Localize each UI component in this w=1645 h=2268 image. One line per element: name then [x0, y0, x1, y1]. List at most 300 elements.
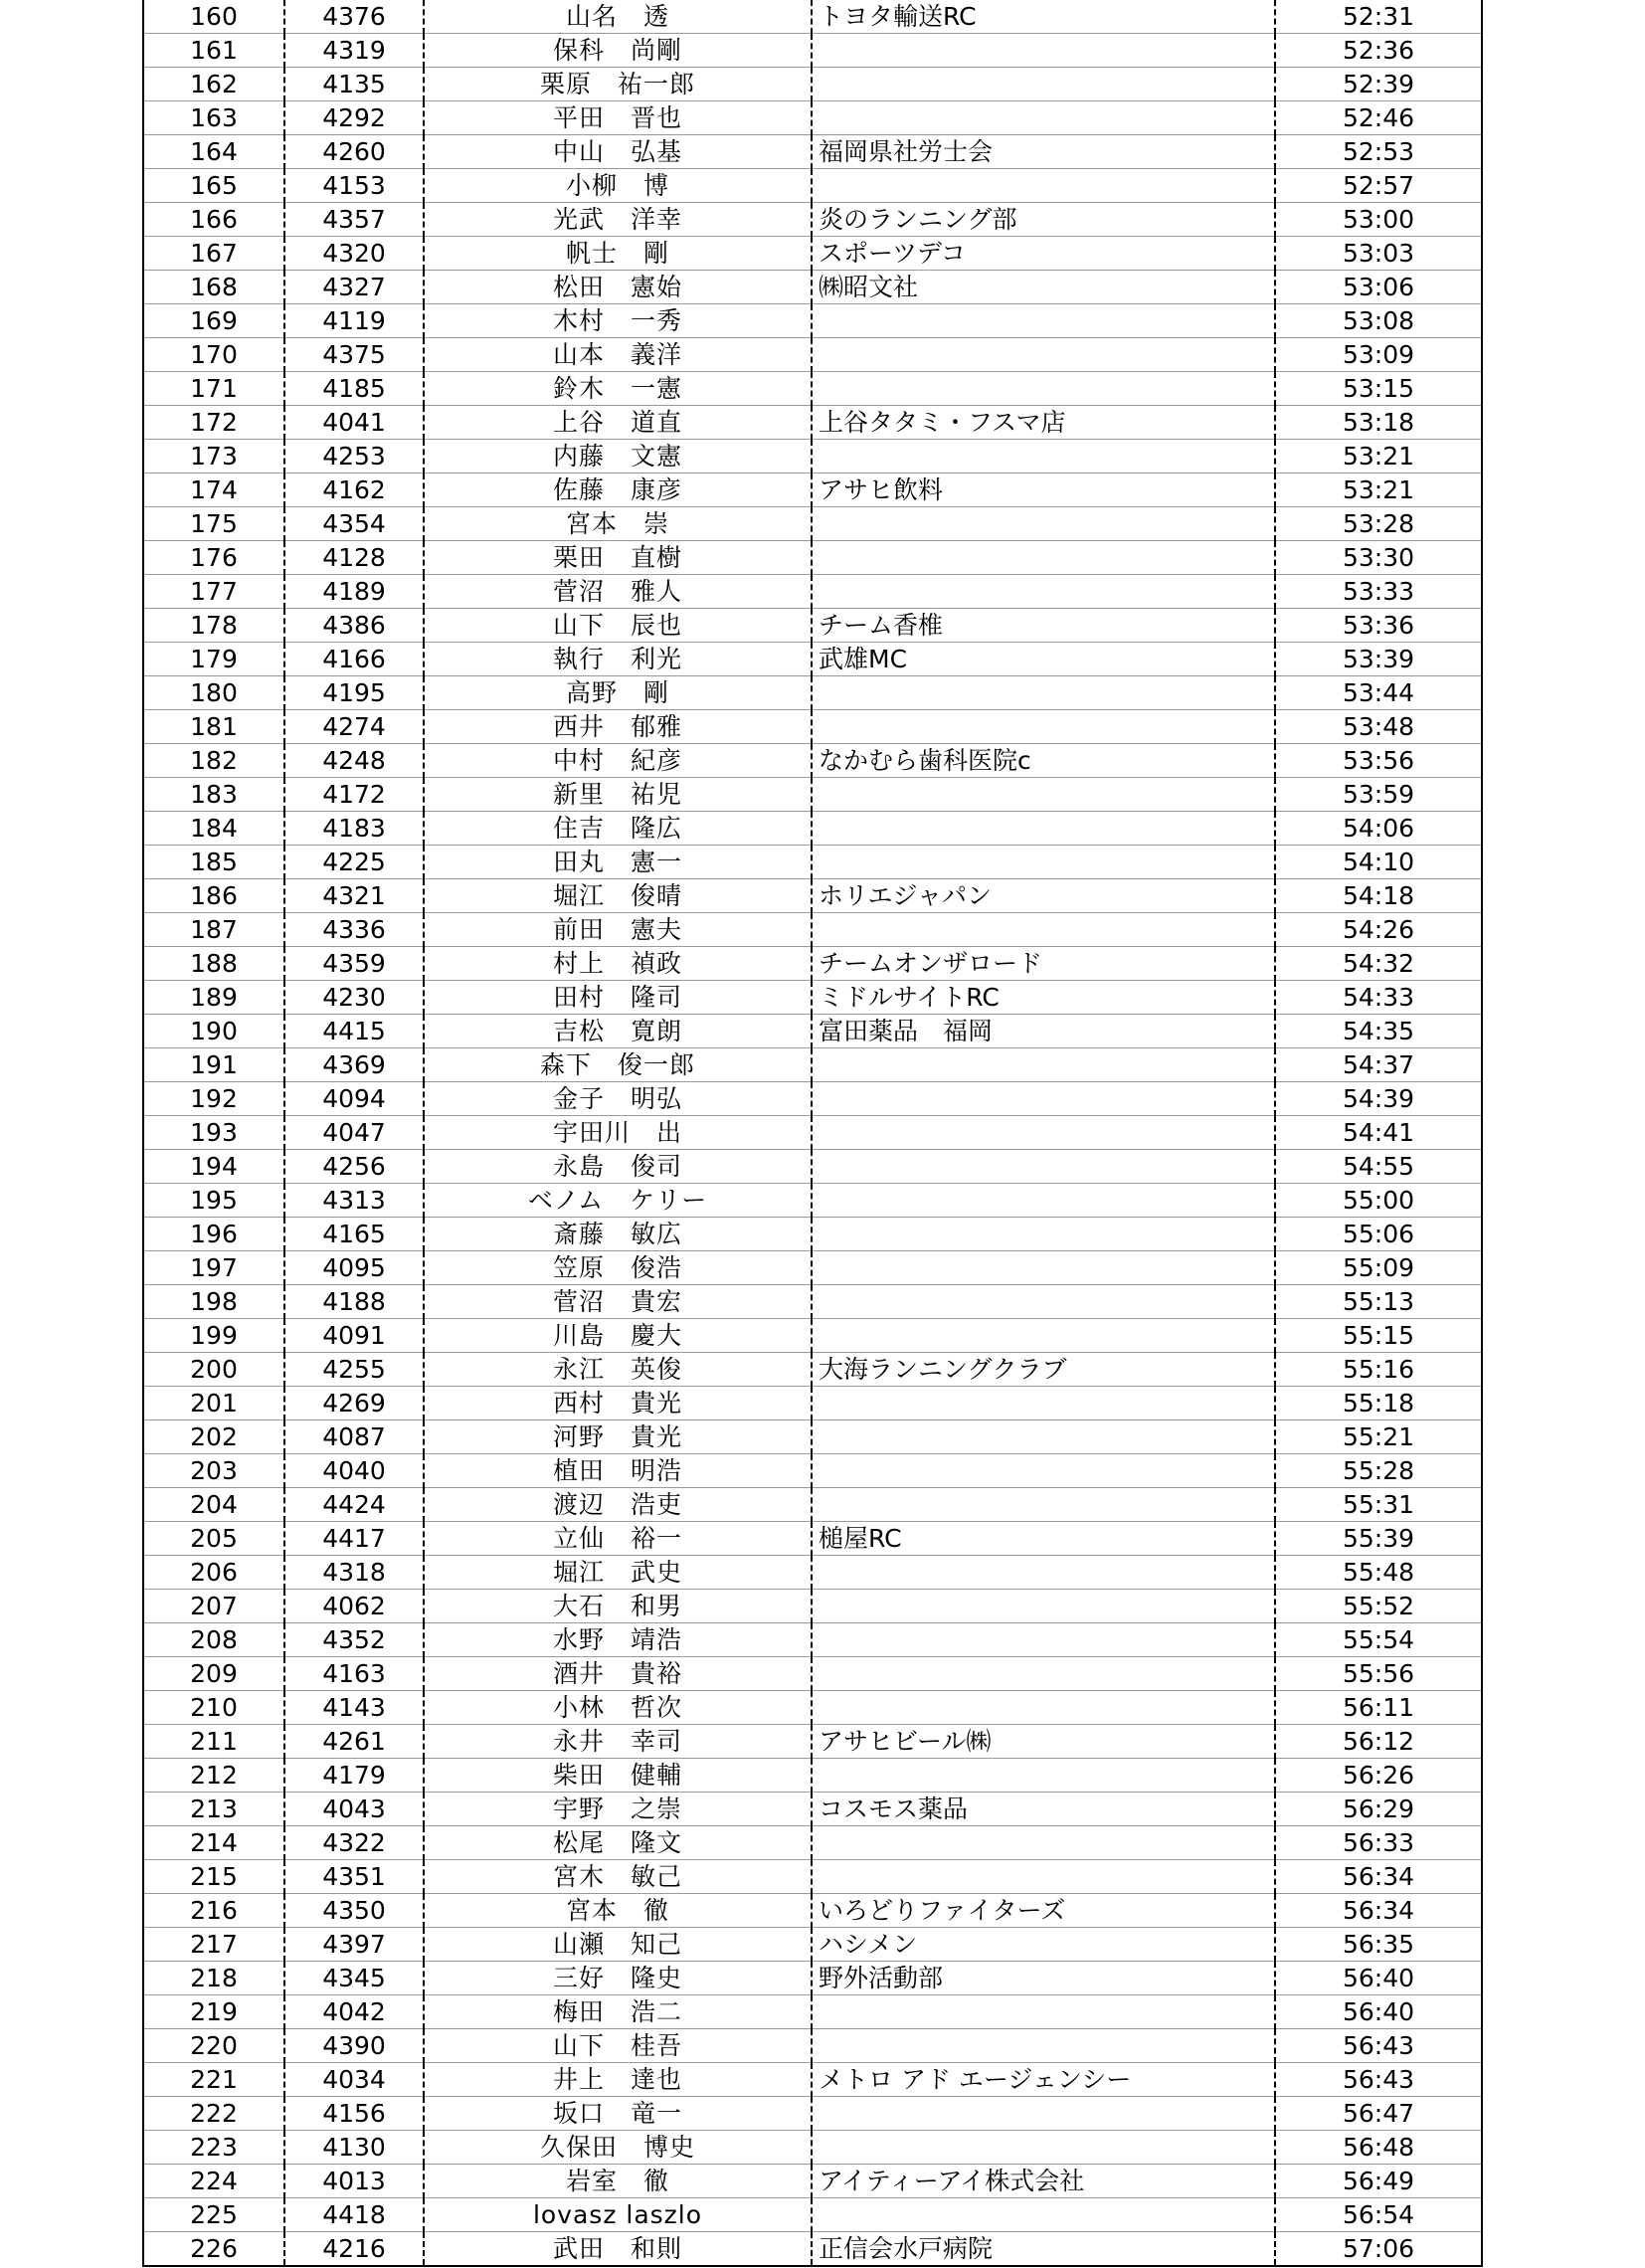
finish-time-cell: 55:48: [1275, 1556, 1482, 1590]
finish-time-cell: 56:33: [1275, 1826, 1482, 1860]
team-name-cell: [812, 1082, 1275, 1116]
bib-number-cell: 4043: [284, 1793, 424, 1826]
result-row: [143, 846, 1482, 879]
bib-number-cell: 4130: [284, 2131, 424, 2165]
result-row: [143, 338, 1482, 372]
bib-number-cell: 4095: [284, 1251, 424, 1285]
bib-number-cell: 4352: [284, 1623, 424, 1657]
finish-time-cell: 56:29: [1275, 1793, 1482, 1826]
finish-time-cell: 54:10: [1275, 846, 1482, 879]
bib-number-cell: 4253: [284, 440, 424, 473]
runner-name-cell: 金子 明弘: [424, 1082, 812, 1116]
bib-number-cell: 4350: [284, 1894, 424, 1928]
bib-number-cell: 4327: [284, 271, 424, 304]
rank-cell: 180: [143, 676, 284, 710]
result-row: [143, 1353, 1482, 1387]
runner-name-cell: 上谷 道直: [424, 406, 812, 440]
team-name-cell: 福岡県社労士会: [812, 135, 1275, 169]
result-row: [143, 1793, 1482, 1826]
bib-number-cell: 4040: [284, 1454, 424, 1488]
finish-time-cell: 54:26: [1275, 913, 1482, 947]
team-name-cell: コスモス薬品: [812, 1793, 1275, 1826]
result-row: [143, 1150, 1482, 1184]
result-row: [143, 1048, 1482, 1082]
team-name-cell: [812, 304, 1275, 338]
runner-name-cell: 永井 幸司: [424, 1725, 812, 1759]
result-row: [143, 1251, 1482, 1285]
result-row: [143, 0, 1482, 34]
team-name-cell: [812, 1251, 1275, 1285]
result-row: [143, 2097, 1482, 2131]
rank-cell: 170: [143, 338, 284, 372]
finish-time-cell: 53:08: [1275, 304, 1482, 338]
runner-name-cell: 笠原 俊浩: [424, 1251, 812, 1285]
runner-name-cell: 西村 貴光: [424, 1387, 812, 1420]
rank-cell: 221: [143, 2063, 284, 2097]
runner-name-cell: 斎藤 敏広: [424, 1218, 812, 1251]
team-name-cell: トヨタ輸送RC: [812, 0, 1275, 34]
runner-name-cell: 森下 俊一郎: [424, 1048, 812, 1082]
team-name-cell: 上谷タタミ・フスマ店: [812, 406, 1275, 440]
finish-time-cell: 53:15: [1275, 372, 1482, 406]
runner-name-cell: 木村 一秀: [424, 304, 812, 338]
finish-time-cell: 57:06: [1275, 2232, 1482, 2267]
result-row: [143, 1387, 1482, 1420]
team-name-cell: アサヒビール㈱: [812, 1725, 1275, 1759]
bib-number-cell: 4321: [284, 879, 424, 913]
runner-name-cell: 宮本 徹: [424, 1894, 812, 1928]
team-name-cell: [812, 2097, 1275, 2131]
result-row: [143, 1218, 1482, 1251]
rank-cell: 182: [143, 744, 284, 778]
results-table: [142, 0, 1483, 2267]
team-name-cell: [812, 169, 1275, 203]
team-name-cell: [812, 2029, 1275, 2063]
rank-cell: 215: [143, 1860, 284, 1894]
rank-cell: 214: [143, 1826, 284, 1860]
team-name-cell: [812, 1218, 1275, 1251]
rank-cell: 205: [143, 1522, 284, 1556]
rank-cell: 177: [143, 575, 284, 609]
team-name-cell: ハシメン: [812, 1928, 1275, 1962]
bib-number-cell: 4269: [284, 1387, 424, 1420]
bib-number-cell: 4418: [284, 2198, 424, 2232]
finish-time-cell: 56:40: [1275, 1962, 1482, 1995]
runner-name-cell: 山下 桂吾: [424, 2029, 812, 2063]
team-name-cell: [812, 68, 1275, 101]
runner-name-cell: 永島 俊司: [424, 1150, 812, 1184]
runner-name-cell: 松田 憲始: [424, 271, 812, 304]
team-name-cell: 正信会水戸病院: [812, 2232, 1275, 2267]
team-name-cell: [812, 372, 1275, 406]
team-name-cell: [812, 1116, 1275, 1150]
finish-time-cell: 54:32: [1275, 947, 1482, 981]
team-name-cell: [812, 440, 1275, 473]
bib-number-cell: 4415: [284, 1015, 424, 1048]
finish-time-cell: 55:28: [1275, 1454, 1482, 1488]
bib-number-cell: 4261: [284, 1725, 424, 1759]
result-row: [143, 2131, 1482, 2165]
bib-number-cell: 4185: [284, 372, 424, 406]
result-row: [143, 1116, 1482, 1150]
runner-name-cell: 執行 利光: [424, 643, 812, 676]
team-name-cell: 大海ランニングクラブ: [812, 1353, 1275, 1387]
result-row: [143, 372, 1482, 406]
team-name-cell: [812, 1319, 1275, 1353]
bib-number-cell: 4318: [284, 1556, 424, 1590]
team-name-cell: [812, 1184, 1275, 1218]
rank-cell: 167: [143, 237, 284, 271]
finish-time-cell: 56:34: [1275, 1860, 1482, 1894]
finish-time-cell: 52:53: [1275, 135, 1482, 169]
bib-number-cell: 4376: [284, 0, 424, 34]
runner-name-cell: 住吉 隆広: [424, 812, 812, 846]
team-name-cell: [812, 1048, 1275, 1082]
finish-time-cell: 54:35: [1275, 1015, 1482, 1048]
bib-number-cell: 4153: [284, 169, 424, 203]
finish-time-cell: 54:33: [1275, 981, 1482, 1015]
finish-time-cell: 54:55: [1275, 1150, 1482, 1184]
finish-time-cell: 56:43: [1275, 2029, 1482, 2063]
result-row: [143, 1420, 1482, 1454]
bib-number-cell: 4397: [284, 1928, 424, 1962]
bib-number-cell: 4172: [284, 778, 424, 812]
team-name-cell: [812, 338, 1275, 372]
bib-number-cell: 4165: [284, 1218, 424, 1251]
result-row: [143, 2063, 1482, 2097]
team-name-cell: [812, 1488, 1275, 1522]
team-name-cell: [812, 1454, 1275, 1488]
rank-cell: 191: [143, 1048, 284, 1082]
rank-cell: 188: [143, 947, 284, 981]
rank-cell: 163: [143, 101, 284, 135]
finish-time-cell: 54:37: [1275, 1048, 1482, 1082]
rank-cell: 162: [143, 68, 284, 101]
bib-number-cell: 4369: [284, 1048, 424, 1082]
finish-time-cell: 55:06: [1275, 1218, 1482, 1251]
runner-name-cell: 佐藤 康彦: [424, 473, 812, 507]
runner-name-cell: 堀江 武史: [424, 1556, 812, 1590]
rank-cell: 186: [143, 879, 284, 913]
rank-cell: 206: [143, 1556, 284, 1590]
finish-time-cell: 55:09: [1275, 1251, 1482, 1285]
team-name-cell: [812, 812, 1275, 846]
rank-cell: 203: [143, 1454, 284, 1488]
rank-cell: 166: [143, 203, 284, 237]
finish-time-cell: 53:56: [1275, 744, 1482, 778]
team-name-cell: [812, 1623, 1275, 1657]
bib-number-cell: 4156: [284, 2097, 424, 2131]
team-name-cell: チームオンザロード: [812, 947, 1275, 981]
rank-cell: 168: [143, 271, 284, 304]
rank-cell: 189: [143, 981, 284, 1015]
finish-time-cell: 55:16: [1275, 1353, 1482, 1387]
result-row: [143, 68, 1482, 101]
result-row: [143, 1962, 1482, 1995]
result-row: [143, 1691, 1482, 1725]
result-row: [143, 203, 1482, 237]
rank-cell: 207: [143, 1590, 284, 1623]
team-name-cell: [812, 1150, 1275, 1184]
team-name-cell: スポーツデコ: [812, 237, 1275, 271]
result-row: [143, 440, 1482, 473]
result-row: [143, 1995, 1482, 2029]
result-row: [143, 2165, 1482, 2198]
finish-time-cell: 55:13: [1275, 1285, 1482, 1319]
team-name-cell: なかむら歯科医院c: [812, 744, 1275, 778]
runner-name-cell: 久保田 博史: [424, 2131, 812, 2165]
rank-cell: 173: [143, 440, 284, 473]
runner-name-cell: 山本 義洋: [424, 338, 812, 372]
runner-name-cell: 田村 隆司: [424, 981, 812, 1015]
finish-time-cell: 53:33: [1275, 575, 1482, 609]
team-name-cell: [812, 778, 1275, 812]
rank-cell: 175: [143, 507, 284, 541]
runner-name-cell: 柴田 健輔: [424, 1759, 812, 1793]
rank-cell: 209: [143, 1657, 284, 1691]
rank-cell: 220: [143, 2029, 284, 2063]
bib-number-cell: 4292: [284, 101, 424, 135]
finish-time-cell: 56:26: [1275, 1759, 1482, 1793]
rank-cell: 181: [143, 710, 284, 744]
bib-number-cell: 4062: [284, 1590, 424, 1623]
rank-cell: 202: [143, 1420, 284, 1454]
team-name-cell: [812, 2198, 1275, 2232]
runner-name-cell: 西井 郁雅: [424, 710, 812, 744]
runner-name-cell: 山瀬 知己: [424, 1928, 812, 1962]
finish-time-cell: 53:48: [1275, 710, 1482, 744]
finish-time-cell: 53:36: [1275, 609, 1482, 643]
bib-number-cell: 4313: [284, 1184, 424, 1218]
runner-name-cell: 中山 弘基: [424, 135, 812, 169]
finish-time-cell: 54:39: [1275, 1082, 1482, 1116]
finish-time-cell: 52:31: [1275, 0, 1482, 34]
team-name-cell: 野外活動部: [812, 1962, 1275, 1995]
rank-cell: 223: [143, 2131, 284, 2165]
finish-time-cell: 54:06: [1275, 812, 1482, 846]
runner-name-cell: 井上 達也: [424, 2063, 812, 2097]
finish-time-cell: 55:54: [1275, 1623, 1482, 1657]
result-row: [143, 879, 1482, 913]
team-name-cell: 炎のランニング部: [812, 203, 1275, 237]
bib-number-cell: 4087: [284, 1420, 424, 1454]
runner-name-cell: 村上 禎政: [424, 947, 812, 981]
bib-number-cell: 4386: [284, 609, 424, 643]
bib-number-cell: 4188: [284, 1285, 424, 1319]
rank-cell: 194: [143, 1150, 284, 1184]
rank-cell: 198: [143, 1285, 284, 1319]
finish-time-cell: 53:18: [1275, 406, 1482, 440]
bib-number-cell: 4091: [284, 1319, 424, 1353]
result-row: [143, 812, 1482, 846]
finish-time-cell: 53:06: [1275, 271, 1482, 304]
bib-number-cell: 4143: [284, 1691, 424, 1725]
runner-name-cell: 立仙 裕一: [424, 1522, 812, 1556]
runner-name-cell: 梅田 浩二: [424, 1995, 812, 2029]
finish-time-cell: 53:00: [1275, 203, 1482, 237]
runner-name-cell: 河野 貴光: [424, 1420, 812, 1454]
rank-cell: 171: [143, 372, 284, 406]
finish-time-cell: 56:40: [1275, 1995, 1482, 2029]
finish-time-cell: 53:21: [1275, 473, 1482, 507]
finish-time-cell: 55:18: [1275, 1387, 1482, 1420]
runner-name-cell: 永江 英俊: [424, 1353, 812, 1387]
team-name-cell: [812, 507, 1275, 541]
bib-number-cell: 4336: [284, 913, 424, 947]
runner-name-cell: 新里 祐児: [424, 778, 812, 812]
result-row: [143, 2029, 1482, 2063]
runner-name-cell: 栗原 祐一郎: [424, 68, 812, 101]
result-row: [143, 237, 1482, 271]
team-name-cell: [812, 1826, 1275, 1860]
rank-cell: 222: [143, 2097, 284, 2131]
result-row: [143, 1623, 1482, 1657]
bib-number-cell: 4047: [284, 1116, 424, 1150]
rank-cell: 190: [143, 1015, 284, 1048]
rank-cell: 204: [143, 1488, 284, 1522]
result-row: [143, 1285, 1482, 1319]
finish-time-cell: 56:47: [1275, 2097, 1482, 2131]
bib-number-cell: 4013: [284, 2165, 424, 2198]
runner-name-cell: 山下 辰也: [424, 609, 812, 643]
results-table-body: [143, 0, 1482, 2266]
rank-cell: 187: [143, 913, 284, 947]
runner-name-cell: 三好 隆史: [424, 1962, 812, 1995]
bib-number-cell: 4274: [284, 710, 424, 744]
runner-name-cell: 坂口 竜一: [424, 2097, 812, 2131]
bib-number-cell: 4375: [284, 338, 424, 372]
result-row: [143, 1928, 1482, 1962]
team-name-cell: [812, 676, 1275, 710]
bib-number-cell: 4319: [284, 34, 424, 68]
runner-name-cell: 光武 洋幸: [424, 203, 812, 237]
result-row: [143, 541, 1482, 575]
team-name-cell: [812, 1556, 1275, 1590]
result-row: [143, 1015, 1482, 1048]
team-name-cell: ミドルサイトRC: [812, 981, 1275, 1015]
team-name-cell: 富田薬品 福岡: [812, 1015, 1275, 1048]
rank-cell: 184: [143, 812, 284, 846]
result-row: [143, 1488, 1482, 1522]
bib-number-cell: 4357: [284, 203, 424, 237]
rank-cell: 199: [143, 1319, 284, 1353]
rank-cell: 225: [143, 2198, 284, 2232]
runner-name-cell: 中村 紀彦: [424, 744, 812, 778]
runner-name-cell: 菅沼 雅人: [424, 575, 812, 609]
bib-number-cell: 4094: [284, 1082, 424, 1116]
finish-time-cell: 56:11: [1275, 1691, 1482, 1725]
result-row: [143, 101, 1482, 135]
team-name-cell: [812, 541, 1275, 575]
rank-cell: 172: [143, 406, 284, 440]
team-name-cell: [812, 1590, 1275, 1623]
team-name-cell: [812, 1691, 1275, 1725]
team-name-cell: [812, 846, 1275, 879]
result-row: [143, 1454, 1482, 1488]
team-name-cell: [812, 1387, 1275, 1420]
team-name-cell: [812, 1995, 1275, 2029]
result-row: [143, 744, 1482, 778]
bib-number-cell: 4345: [284, 1962, 424, 1995]
runner-name-cell: 宇野 之崇: [424, 1793, 812, 1826]
finish-time-cell: 56:43: [1275, 2063, 1482, 2097]
runner-name-cell: 植田 明浩: [424, 1454, 812, 1488]
team-name-cell: アサヒ飲料: [812, 473, 1275, 507]
finish-time-cell: 52:36: [1275, 34, 1482, 68]
bib-number-cell: 4189: [284, 575, 424, 609]
team-name-cell: [812, 1860, 1275, 1894]
bib-number-cell: 4320: [284, 237, 424, 271]
bib-number-cell: 4225: [284, 846, 424, 879]
team-name-cell: ホリエジャパン: [812, 879, 1275, 913]
bib-number-cell: 4256: [284, 1150, 424, 1184]
runner-name-cell: 鈴木 一憲: [424, 372, 812, 406]
runner-name-cell: 保科 尚剛: [424, 34, 812, 68]
rank-cell: 216: [143, 1894, 284, 1928]
runner-name-cell: 菅沼 貴宏: [424, 1285, 812, 1319]
result-row: [143, 676, 1482, 710]
finish-time-cell: 53:28: [1275, 507, 1482, 541]
finish-time-cell: 56:12: [1275, 1725, 1482, 1759]
bib-number-cell: 4417: [284, 1522, 424, 1556]
runner-name-cell: 松尾 隆文: [424, 1826, 812, 1860]
team-name-cell: 武雄MC: [812, 643, 1275, 676]
result-row: [143, 1894, 1482, 1928]
rank-cell: 210: [143, 1691, 284, 1725]
finish-time-cell: 56:35: [1275, 1928, 1482, 1962]
rank-cell: 183: [143, 778, 284, 812]
bib-number-cell: 4119: [284, 304, 424, 338]
finish-time-cell: 53:39: [1275, 643, 1482, 676]
bib-number-cell: 4183: [284, 812, 424, 846]
team-name-cell: [812, 34, 1275, 68]
team-name-cell: [812, 710, 1275, 744]
bib-number-cell: 4248: [284, 744, 424, 778]
runner-name-cell: 岩室 徹: [424, 2165, 812, 2198]
bib-number-cell: 4260: [284, 135, 424, 169]
rank-cell: 193: [143, 1116, 284, 1150]
result-row: [143, 271, 1482, 304]
runner-name-cell: 大石 和男: [424, 1590, 812, 1623]
team-name-cell: [812, 1657, 1275, 1691]
runner-name-cell: 吉松 寛朗: [424, 1015, 812, 1048]
result-row: [143, 913, 1482, 947]
rank-cell: 161: [143, 34, 284, 68]
bib-number-cell: 4216: [284, 2232, 424, 2267]
team-name-cell: [812, 1759, 1275, 1793]
team-name-cell: メトロ アド エージェンシー: [812, 2063, 1275, 2097]
rank-cell: 179: [143, 643, 284, 676]
result-row: [143, 1759, 1482, 1793]
bib-number-cell: 4424: [284, 1488, 424, 1522]
runner-name-cell: 水野 靖浩: [424, 1623, 812, 1657]
team-name-cell: [812, 913, 1275, 947]
result-row: [143, 1522, 1482, 1556]
finish-time-cell: 55:00: [1275, 1184, 1482, 1218]
finish-time-cell: 53:21: [1275, 440, 1482, 473]
runner-name-cell: 宇田川 出: [424, 1116, 812, 1150]
bib-number-cell: 4195: [284, 676, 424, 710]
finish-time-cell: 56:54: [1275, 2198, 1482, 2232]
rank-cell: 212: [143, 1759, 284, 1793]
bib-number-cell: 4230: [284, 981, 424, 1015]
finish-time-cell: 53:44: [1275, 676, 1482, 710]
result-row: [143, 135, 1482, 169]
result-row: [143, 609, 1482, 643]
team-name-cell: [812, 101, 1275, 135]
runner-name-cell: 帆士 剛: [424, 237, 812, 271]
finish-time-cell: 55:15: [1275, 1319, 1482, 1353]
